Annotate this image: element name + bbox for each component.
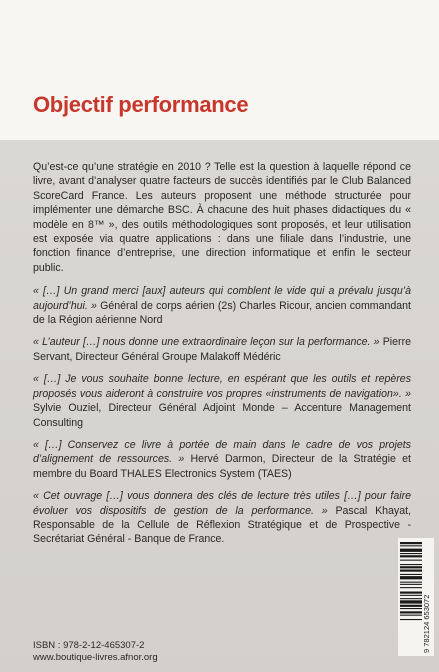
barcode-bar — [400, 564, 422, 565]
quote-text: « […] Un grand merci [aux] auteurs qui comblent le vide qui a prévalu jusqu’à aujourd’hui. » — [33, 285, 411, 312]
quote-attribution: Pierre Servant, Directeur Général Groupe Malakoff Médéric — [33, 336, 412, 363]
publisher-website: www.boutique-livres.afnor.org — [33, 652, 158, 663]
top-band — [0, 0, 439, 140]
publication-info — [33, 640, 158, 664]
quote-2 — [33, 335, 411, 364]
quote-1 — [33, 284, 411, 327]
quote-attribution: Pascal Khayat, Responsable de la Cellule de Réflexion Stratégique et de Prospective - Secrétariat Général - Banque de France. — [33, 504, 411, 546]
barcode-bar — [400, 566, 422, 568]
quote-4 — [33, 438, 411, 481]
quote-text: « L’auteur […] nous donne une extraordinaire leçon sur la performance. » — [33, 336, 380, 349]
intro-paragraph: Qu’est-ce qu’une stratégie en 2010 ? Telle est la question à laquelle répond ce livre, avant d’analyser quatre facteurs de succès identifiés par le Club Balanced ScoreCard France. Les auteurs proposent une méthode structurée pour implémenter une démarche BSC. À chacune des huit phases didactiques du « modèle en 8™ », des outils méthodologiques sont proposés, et leur utilisation est exposée via quatre applications : dans une filiale dans l’industrie, une fonction finance d’entreprise, une direction informatique et enfin le secteur public. — [33, 161, 411, 274]
barcode-bar — [400, 555, 422, 557]
quote-attribution: Sylvie Ouziel, Directeur Général Adjoint Monde – Accenture Management Consulting — [33, 402, 411, 429]
quote-5 — [33, 489, 411, 547]
back-cover-text — [33, 160, 411, 555]
isbn: ISBN : 978-2-12-465307-2 — [33, 640, 145, 651]
quote-text: « […] Je vous souhaite bonne lecture, en espérant que les outils et repères proposés vous aideront à construire vos propres «instruments de navigation». » — [33, 373, 411, 400]
barcode-bar — [400, 595, 422, 596]
quote-3 — [33, 372, 411, 430]
barcode-bar — [400, 611, 422, 613]
barcode-bar — [400, 598, 422, 599]
barcode-bar — [400, 549, 422, 552]
barcode-bar — [400, 574, 422, 575]
barcode-bar — [400, 582, 422, 583]
barcode-bar — [400, 587, 422, 588]
barcode-bar — [400, 615, 422, 616]
barcode-bar — [400, 576, 422, 579]
barcode-bar — [400, 545, 422, 546]
quote-text: « Cet ouvrage […] vous donnera des clés de lecture très utiles […] pour faire évoluer vos dispositifs de gestion de la performance. » — [33, 490, 411, 517]
quote-attribution: Général de corps aérien (2s) Charles Ricour, ancien commandant de la Région aérienne Nord — [33, 299, 411, 327]
barcode-graphic — [398, 538, 434, 656]
quote-text: « […] Conservez ce livre à portée de main dans le cadre de vos projets d’alignement de ressources. » — [33, 438, 411, 466]
barcode-bar — [400, 600, 422, 603]
book-title: Objectif performance — [33, 92, 249, 117]
barcode-bar — [400, 553, 422, 554]
barcode-bar — [400, 619, 422, 620]
barcode-bar — [400, 584, 422, 585]
barcode-bar — [400, 542, 422, 544]
barcode-bar — [400, 592, 422, 594]
barcode-bar — [400, 560, 422, 561]
barcode-bar — [400, 570, 422, 572]
barcode-bar — [400, 608, 422, 609]
barcode-number: 9 782124 653072 — [422, 594, 431, 653]
barcode-bar — [400, 605, 422, 607]
quote-attribution: Hervé Darmon, Directeur de la Stratégie et membre du Board THALES Electronics System (TAES) — [33, 453, 411, 480]
barcode — [398, 538, 434, 656]
